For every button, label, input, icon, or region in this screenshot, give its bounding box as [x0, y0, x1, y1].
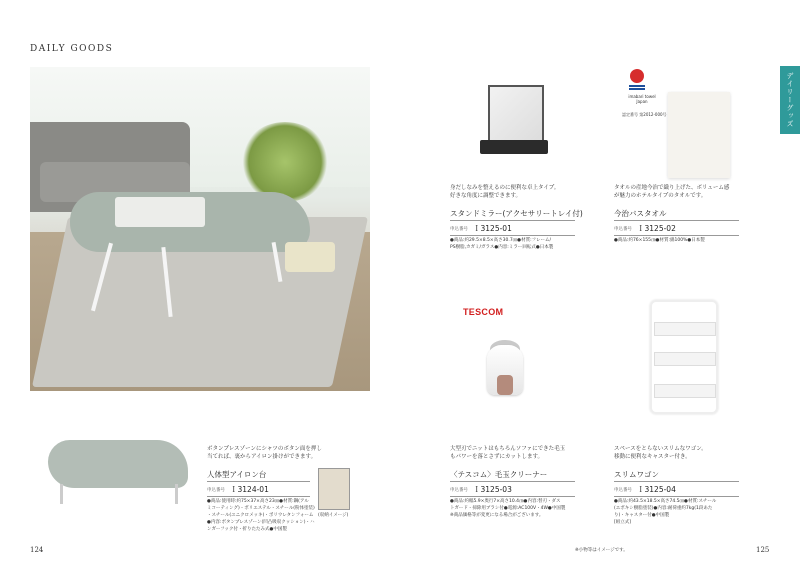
- cleaner-spec: ●商品:約幅5.9×奥行7×高さ10.4㎝●内容:替刃・ダス トガード・掃除用ブラシ付●電源:AC100V・4W●中国製 ※商品価格等が変更になる場合がございます。: [450, 499, 566, 518]
- wagon-spec: ●商品:約43.5×18.5×高さ74.5㎝●材質:スチール (エポキシ樹脂塗装)●内容:耐荷重約7kg(1段あた り)・キャスター付●中国製 [組立式]: [614, 499, 717, 525]
- ironing-board-lifestyle-photo: [30, 67, 370, 391]
- towel-code: Ｉ3125-02: [637, 224, 676, 233]
- mirror-spec: ●商品:約29.5×8.5×高さ30.7㎝●材質:フレーム/ PS樹脂,カガミ/ガラス●内容:ミラー回転式●日本製: [450, 238, 554, 250]
- ironing-description: ボタンプレスゾーンにシャツのボタン面を押し 当てれば、裏からアイロン掛けができます。: [207, 446, 322, 460]
- tescom-logo: TESCOM: [463, 307, 504, 317]
- board-leg: [175, 484, 178, 504]
- code-label: 申込番号: [450, 226, 468, 232]
- page-number-left: 124: [30, 546, 44, 554]
- cleaner-code: Ｉ3125-03: [473, 485, 512, 494]
- towel-code-row: [614, 223, 676, 234]
- towel-spec: ●商品:約76×155㎝●材質:綿100%●日本製: [614, 238, 705, 243]
- ironing-code-row: [207, 484, 269, 495]
- ironing-spec: ●商品:使用時:約75×37×高さ23㎝●材質:鋼(アル ミコーティング)・ポリエステル・スチール(粉体塗装) ・スチール(ユニクロメッキ)・ポリウレタンフォーム ●内容:ボタンプレスゾーン(凹凸吸収クッション)・ハ ンガーフック付・折りたたみ式●中国製: [207, 499, 315, 532]
- imabari-wave-icon: [629, 85, 645, 91]
- stand-mirror-image: [488, 85, 544, 147]
- mirror-code-row: [450, 223, 512, 234]
- towel-description: タオルの産地今治で織り上げた、ボリューム感 が魅力のホテルタイプのタオルです。: [614, 185, 730, 199]
- cleaner-name: 〈テスコム〉毛玉クリーナー: [450, 470, 548, 479]
- towel-name: 今治バスタオル: [614, 209, 667, 218]
- wagon-description: スペースをとらないスリムなワゴン。 移動に便利なキャスター付き。: [614, 446, 707, 460]
- bath-towel-image: [668, 92, 730, 178]
- code-label: 申込番号: [614, 487, 632, 493]
- mirror-code: Ｉ3125-01: [473, 224, 512, 233]
- footnote: ※小物等はイメージです。: [575, 548, 628, 553]
- slim-wagon-image: [650, 300, 718, 414]
- ironing-board-image: [48, 440, 188, 488]
- cleaner-code-row: [450, 484, 512, 495]
- mirror-name: スタンドミラー(アクセサリートレイ付): [450, 209, 583, 218]
- section-title: DAILY GOODS: [30, 44, 114, 54]
- page-number-right: 125: [756, 546, 770, 554]
- storage-image: [318, 468, 350, 510]
- board-leg: [60, 484, 63, 504]
- storage-caption: (収納イメージ): [318, 513, 349, 518]
- ironing-code: Ｉ3124-01: [230, 485, 269, 494]
- code-label: 申込番号: [450, 487, 468, 493]
- code-label: 申込番号: [207, 487, 225, 493]
- ironing-name: 人体型アイロン台: [207, 470, 267, 479]
- mirror-tray-image: [480, 140, 548, 154]
- lint-cleaner-accent: [497, 375, 513, 395]
- imabari-logo-icon: [630, 69, 644, 83]
- cleaner-description: 大型刃でニットはもちろんソファにできた毛玉 もパワーを落とさずにカットします。: [450, 446, 566, 460]
- wagon-code-row: [614, 484, 676, 495]
- imabari-cert-number: 認定番号 第2012-000号: [622, 112, 667, 117]
- wagon-code: Ｉ3125-04: [637, 485, 676, 494]
- code-label: 申込番号: [614, 226, 632, 232]
- wagon-name: スリムワゴン: [614, 470, 659, 479]
- mirror-description: 身だしなみを整えるのに便利な卓上タイプ。 好きな角度に調整できます。: [450, 185, 560, 199]
- side-index-tab[interactable]: デイリーグッズ: [780, 66, 800, 134]
- imabari-brand-text: imabari towel Japan: [628, 94, 656, 104]
